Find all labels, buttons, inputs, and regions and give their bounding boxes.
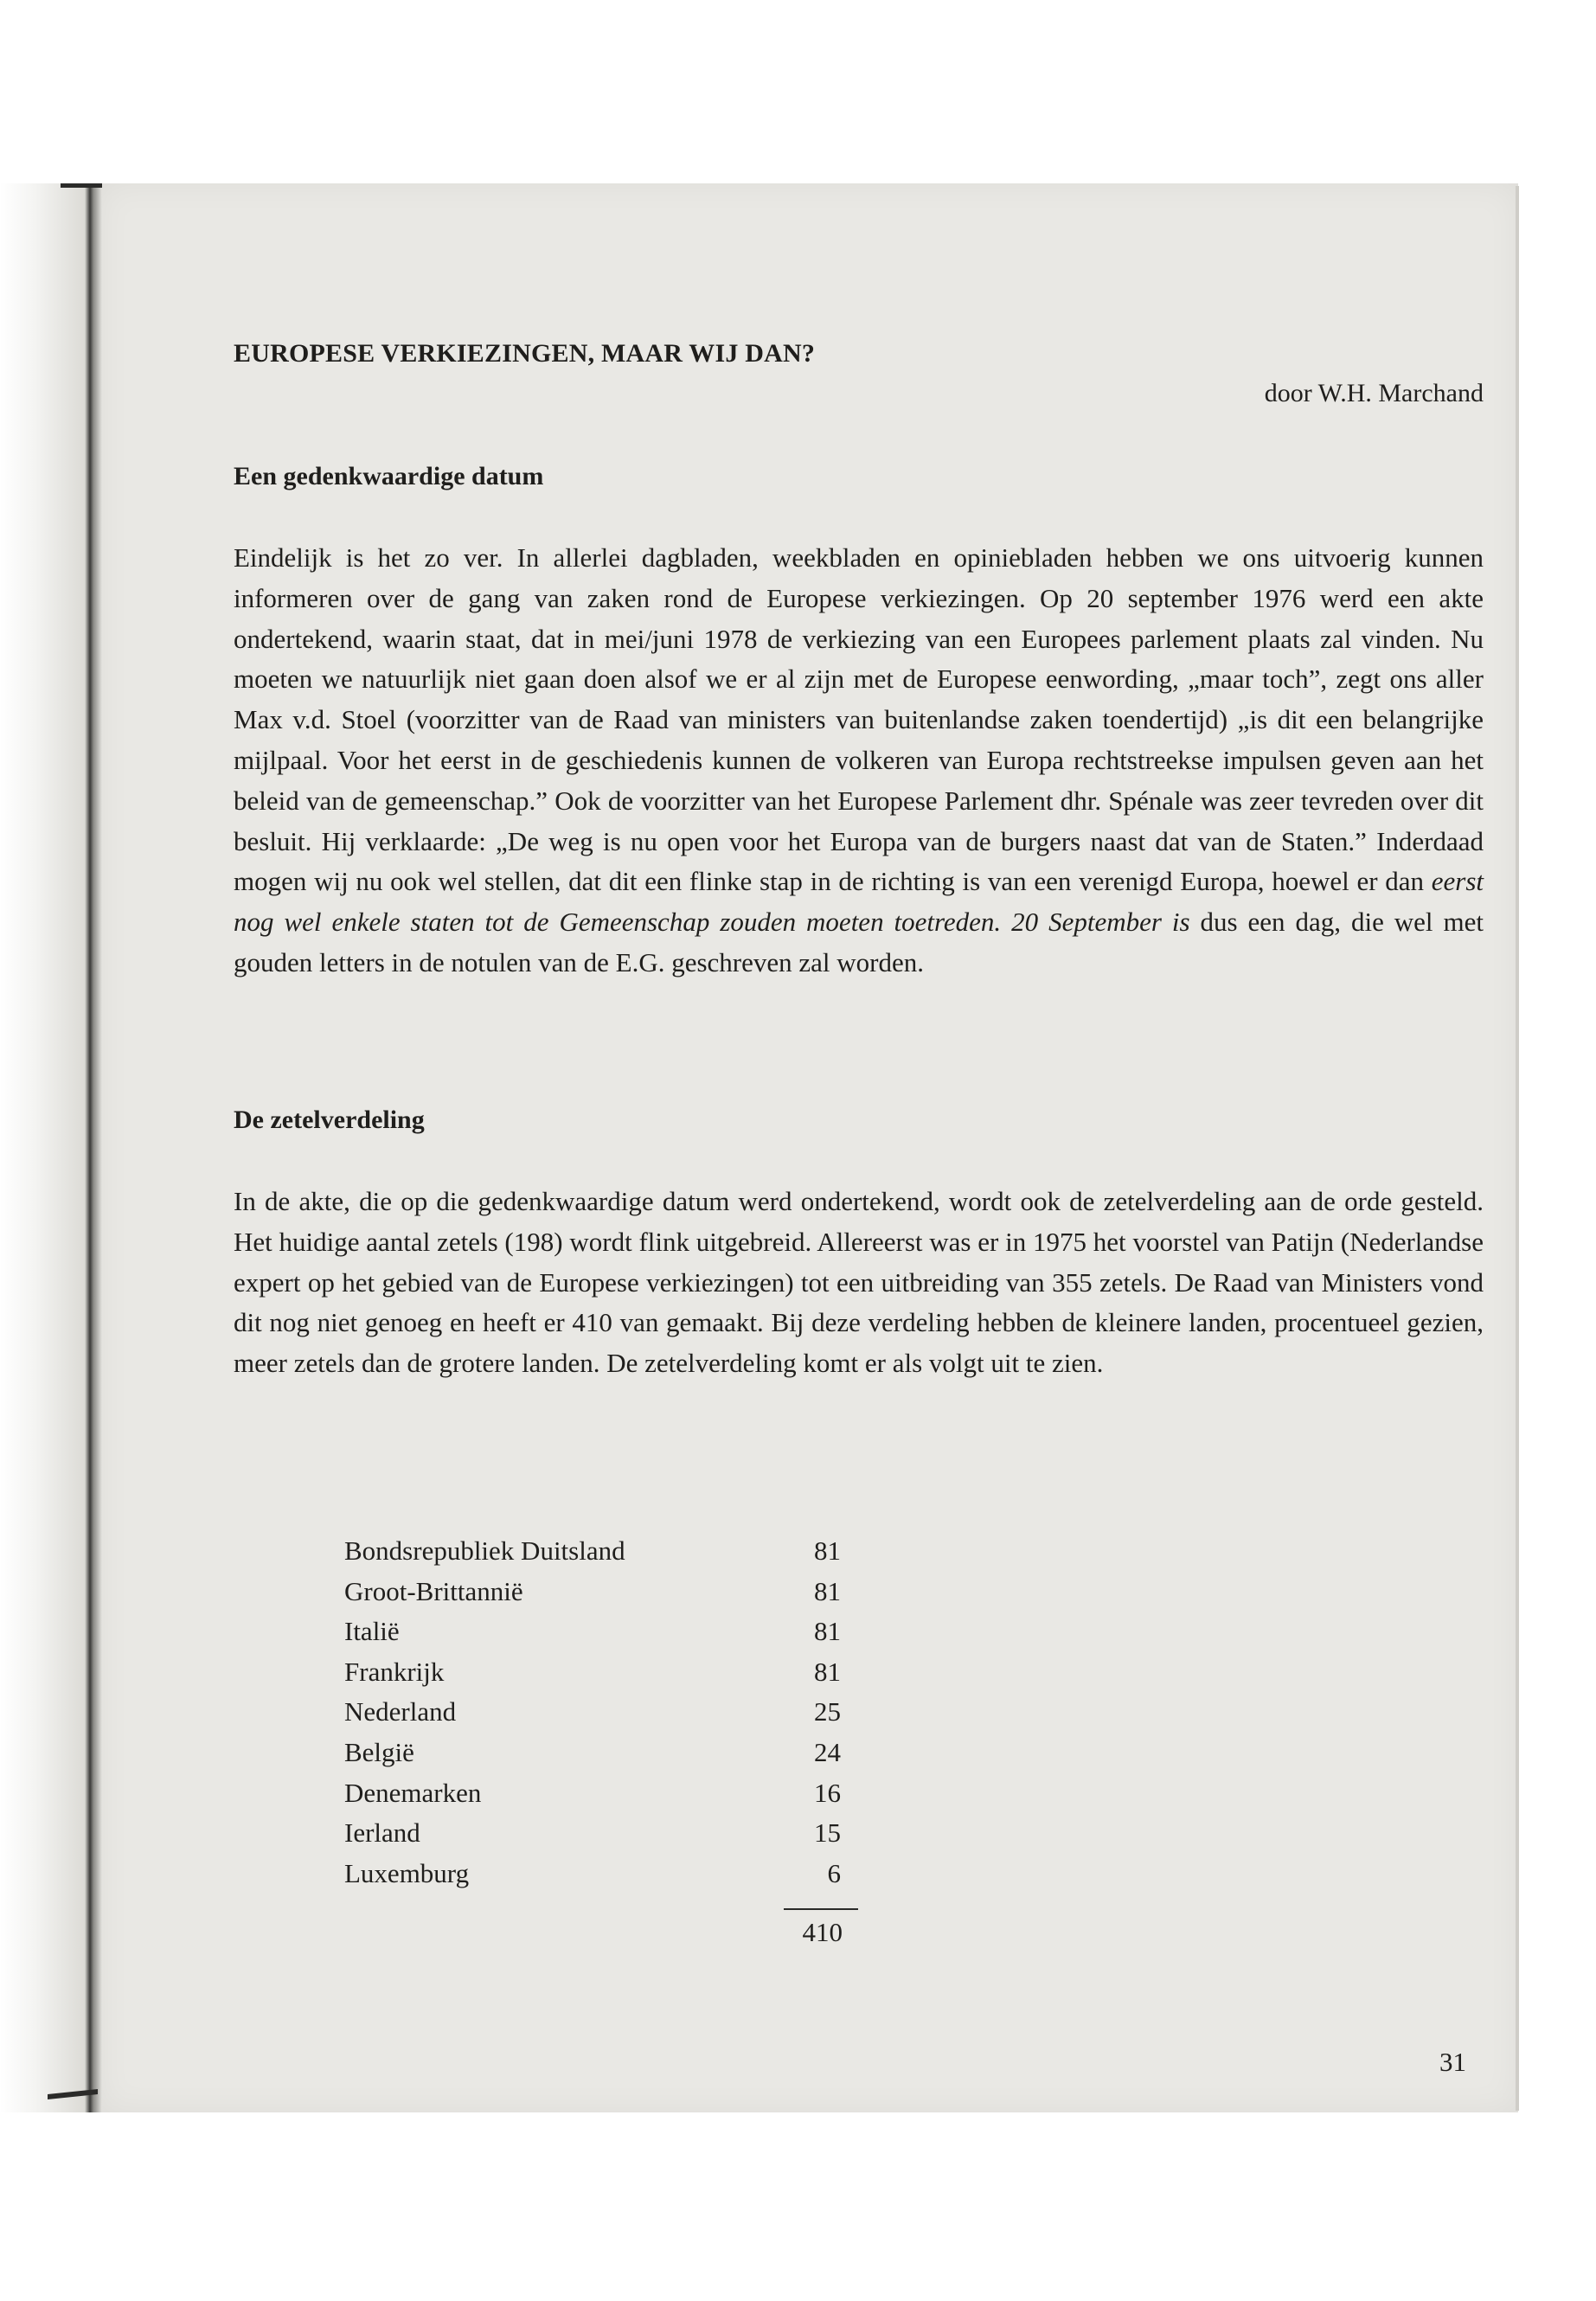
seat-count: 25 bbox=[814, 1696, 841, 1727]
seat-count: 81 bbox=[814, 1575, 841, 1606]
spine-edge-top bbox=[61, 183, 102, 188]
paragraph-datum bbox=[234, 538, 1484, 984]
table-row bbox=[344, 1854, 841, 1894]
country-name: Ierland bbox=[344, 1817, 420, 1849]
paragraph-datum-end: dus een dag, die wel met gouden letters in de notulen van de E.G. geschreven zal worden. bbox=[234, 907, 1484, 977]
country-name: Luxemburg bbox=[344, 1857, 470, 1888]
seat-count: 15 bbox=[814, 1817, 841, 1849]
country-name: Bondsrepubliek Duitsland bbox=[344, 1535, 625, 1566]
table-row bbox=[344, 1531, 841, 1572]
country-name: Nederland bbox=[344, 1696, 457, 1727]
paragraph-datum-text: Eindelijk is het zo ver. In allerlei dagbladen, weekbladen en opiniebladen hebben we ons uitvoerig kunnen informeren over de gang van zaken rond de Europese verkiezingen. Op 20 september 1976 werd een akte ondertekend, waarin staat, dat in mei/juni 1978 de verkiezing van een Europees parlement plaats zal vinden. Nu moeten we natuurlijk niet gaan doen alsof we er al zijn met de Europese eenwording, „maar toch”, zegt ons aller Max v.d. Stoel (voorzitter van de Raad van ministers van buitenlandse zaken toendertijd) „is dit een belangrijke mijlpaal. Voor het eerst in de geschiedenis kunnen de volkeren van Europa rechtstreekse impulsen geven aan het beleid van de gemeenschap.” Ook de voorzitter van het Europese Parlement dhr. Spénale was zeer tevreden over dit besluit. Hij verklaarde: „De weg is nu open voor het Europa van de burgers naast dat van de Staten.” Inderdaad mogen wij nu ook wel stellen, dat dit een flinke stap in de richting is van een verenigd Europa, hoewel er dan bbox=[234, 542, 1484, 897]
seat-total: 410 bbox=[802, 1917, 843, 1947]
article-title: EUROPESE VERKIEZINGEN, MAAR WIJ DAN? bbox=[234, 339, 816, 368]
table-row bbox=[344, 1773, 841, 1814]
table-row bbox=[344, 1572, 841, 1612]
table-row bbox=[344, 1652, 841, 1693]
seat-distribution-table bbox=[344, 1531, 841, 1894]
total-rule bbox=[784, 1908, 858, 1910]
table-row bbox=[344, 1612, 841, 1652]
seat-count: 81 bbox=[814, 1535, 841, 1566]
seat-count: 81 bbox=[814, 1656, 841, 1687]
seat-count: 24 bbox=[814, 1736, 841, 1767]
seat-count: 6 bbox=[827, 1857, 841, 1888]
country-name: Groot-Brittannië bbox=[344, 1575, 523, 1606]
seat-count: 81 bbox=[814, 1616, 841, 1647]
section-heading-datum: Een gedenkwaardige datum bbox=[234, 462, 544, 490]
table-row bbox=[344, 1813, 841, 1854]
country-name: Denemarken bbox=[344, 1777, 482, 1808]
seat-count: 16 bbox=[814, 1777, 841, 1808]
table-row bbox=[344, 1733, 841, 1773]
section-heading-zetelverdeling: De zetelverdeling bbox=[234, 1106, 425, 1134]
book-spine bbox=[0, 183, 102, 2112]
paragraph-datum-italic: eerst nog wel enkele staten tot de Gemeenschap zouden moeten toetreden. 20 September is bbox=[234, 866, 1484, 938]
paragraph-zetelverdeling: In de akte, die op die gedenkwaardige datum werd ondertekend, wordt ook de zetelverdeling aan de orde gesteld. Het huidige aantal zetels (198) wordt flink uitgebreid. Allereerst was er in 1975 het voorstel van Patijn (Nederlandse expert op het gebied van de Europese verkiezingen) tot een uitbreiding van 355 zetels. De Raad van Ministers vond dit nog niet genoeg en heeft er 410 van gemaakt. Bij deze verdeling hebben de kleinere landen, procentueel gezien, meer zetels dan de grotere landen. De zetelverdeling komt er als volgt uit te zien. bbox=[234, 1186, 1484, 1379]
country-name: België bbox=[344, 1736, 414, 1767]
page-right-edge bbox=[1516, 186, 1519, 2111]
page-number: 31 bbox=[1439, 2047, 1466, 2077]
table-row bbox=[344, 1692, 841, 1733]
country-name: Frankrijk bbox=[344, 1656, 445, 1687]
article-byline: door W.H. Marchand bbox=[1264, 379, 1484, 407]
country-name: Italië bbox=[344, 1616, 400, 1647]
